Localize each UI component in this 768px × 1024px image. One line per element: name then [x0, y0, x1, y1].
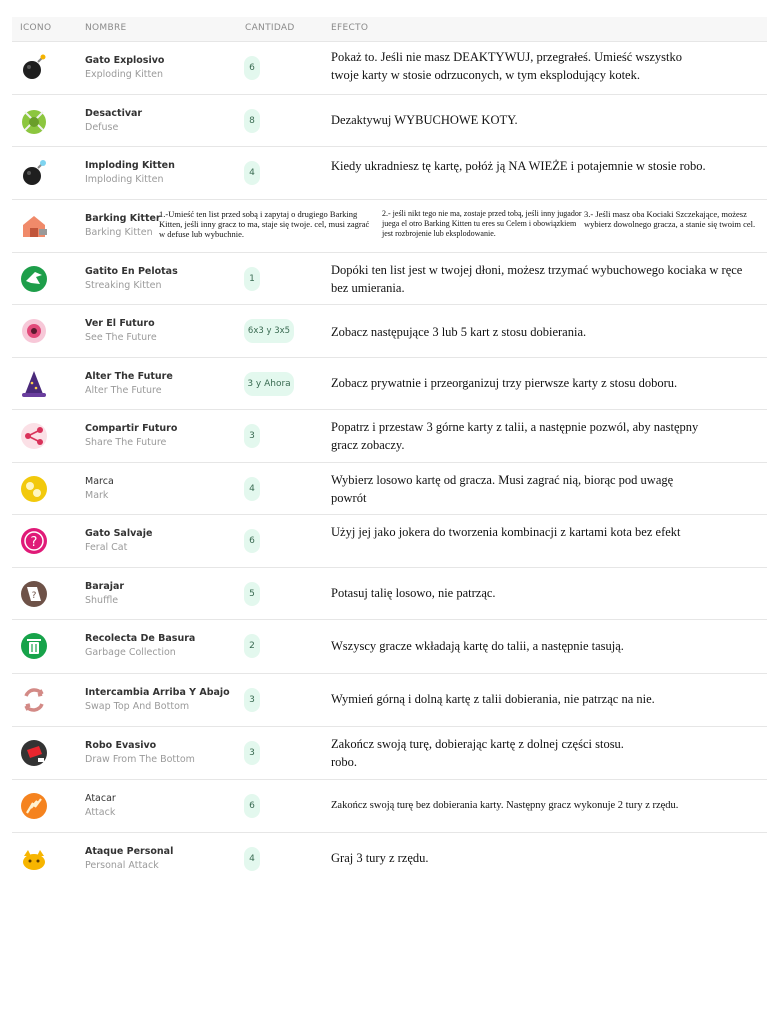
- card-effect-part-3: 3.- Jeśli masz oba Kociaki Szczekające, możesz wybierz dowolnego gracza, a stanie się twoim cel.: [584, 209, 756, 229]
- quantity-badge: 6: [244, 529, 260, 553]
- personal-attack-icon: [19, 844, 49, 874]
- card-name: Intercambia Arriba Y Abajo: [85, 687, 230, 698]
- card-name-en: Garbage Collection: [85, 647, 176, 658]
- card-name-en: Personal Attack: [85, 860, 159, 871]
- attack-icon: [19, 791, 49, 821]
- eye-icon: [19, 316, 49, 346]
- quantity-badge: 5: [244, 582, 260, 606]
- table-row: [12, 253, 767, 305]
- card-name-en: See The Future: [85, 332, 157, 343]
- card-effect: Pokaż to. Jeśli nie masz DEAKTYWUJ, przegrałeś. Umieść wszystko twoje karty w stosie odrzuconych, w tym eksplodujący kotek.: [331, 50, 682, 82]
- quantity-badge: 6: [244, 794, 260, 818]
- card-name: Ver El Futuro: [85, 318, 155, 329]
- card-effect: Potasuj talię losowo, nie patrząc.: [331, 586, 496, 600]
- card-effect: Wymień górną i dolną kartę z talii dobierania, nie patrząc na nie.: [331, 692, 655, 706]
- card-effect: Kiedy ukradniesz tę kartę, połóż ją NA WIEŻE i potajemnie w stosie robo.: [331, 159, 706, 173]
- table-row: [12, 568, 767, 620]
- quantity-badge: 4: [244, 847, 260, 871]
- card-name: Compartir Futuro: [85, 423, 178, 434]
- header-effect: EFECTO: [331, 23, 369, 33]
- card-effect: Dezaktywuj WYBUCHOWE KOTY.: [331, 113, 518, 127]
- card-name-en: Shuffle: [85, 595, 119, 606]
- card-effect: Graj 3 tury z rzędu.: [331, 851, 429, 865]
- table-row: [12, 147, 767, 200]
- card-name-en: Alter The Future: [85, 385, 162, 396]
- bomb-icon: [19, 53, 49, 83]
- card-effect: Zakończ swoją turę, dobierając kartę z dolnej części stosu. robo.: [331, 737, 624, 769]
- defuse-icon: [19, 106, 49, 136]
- card-name: Gatito En Pelotas: [85, 266, 178, 277]
- card-name-en: Imploding Kitten: [85, 174, 164, 185]
- header-qty: CANTIDAD: [245, 23, 295, 33]
- card-name: Recolecta De Basura: [85, 633, 196, 644]
- table-row: [12, 42, 767, 95]
- table-row: [12, 515, 767, 568]
- streaking-kitten-icon: [19, 264, 49, 294]
- quantity-badge: 4: [244, 161, 260, 185]
- card-name: Imploding Kitten: [85, 160, 175, 171]
- card-name-en: Share The Future: [85, 437, 167, 448]
- quantity-badge: 2: [244, 634, 260, 658]
- card-name: Barajar: [85, 581, 125, 592]
- card-effect: Wszyscy gracze wkładają kartę do talii, a następnie tasują.: [331, 639, 624, 653]
- quantity-badge: 3: [244, 741, 260, 765]
- quantity-badge: 3: [244, 688, 260, 712]
- doghouse-icon: [19, 211, 49, 241]
- card-name: Gato Salvaje: [85, 528, 153, 539]
- svg-text:?: ?: [31, 591, 37, 601]
- bomb-icon: [19, 158, 49, 188]
- cards-table: [12, 17, 767, 885]
- card-name-en: Barking Kitten: [85, 227, 153, 238]
- card-effect: Dopóki ten list jest w twojej dłoni, możesz trzymać wybuchowego kociaka w ręce bez umierania.: [331, 263, 743, 295]
- table-header: [12, 17, 767, 42]
- card-name-en: Defuse: [85, 122, 119, 133]
- table-row: [12, 463, 767, 515]
- card-name: Atacar: [85, 793, 116, 804]
- quantity-badge: 3 y Ahora: [244, 372, 294, 396]
- card-name-en: Streaking Kitten: [85, 280, 162, 291]
- share-icon: [19, 421, 49, 451]
- quantity-badge: 3: [244, 424, 260, 448]
- header-name: NOMBRE: [85, 23, 127, 33]
- wizard-hat-icon: [19, 369, 49, 399]
- card-name: Gato Explosivo: [85, 55, 165, 66]
- table-row: [12, 410, 767, 463]
- card-name-en: Draw From The Bottom: [85, 754, 195, 765]
- card-effect-part-2: 2.- jeśli nikt tego nie ma, zostaje przed tobą, jeśli inny jugador juega el otro Barking Kitten tu eres su Celem i obowiązkiem jest rozbrojenie lub eksplodowanie.: [382, 209, 582, 238]
- card-effect-part-1: 1.-Umieść ten list przed sobą i zapytaj o drugiego Barking Kitten, jeśli inny gracz to ma, staje się twoje. cel, musi zagrać w defuse lub wybuchnie.: [159, 209, 370, 239]
- card-name-en: Attack: [85, 807, 116, 818]
- trash-icon: [19, 631, 49, 661]
- table-row: [12, 305, 767, 358]
- card-name-en: Feral Cat: [85, 542, 128, 553]
- card-name: Desactivar: [85, 108, 143, 119]
- card-name-en: Exploding Kitten: [85, 69, 164, 80]
- question-icon: [19, 526, 49, 556]
- card-effect: Użyj jej jako jokera do tworzenia kombinacji z kartami kota bez efekt: [331, 525, 681, 539]
- card-name-en: Swap Top And Bottom: [85, 701, 190, 712]
- quantity-badge: 6x3 y 3x5: [244, 319, 294, 343]
- card-name: Ataque Personal: [85, 846, 174, 857]
- card-effect: Popatrz i przestaw 3 górne karty z talii, a następnie pozwól, aby następny gracz zobaczy.: [331, 420, 699, 452]
- table-row: [12, 358, 767, 410]
- card-name: Alter The Future: [85, 371, 173, 382]
- card-effect: Zobacz następujące 3 lub 5 kart z stosu dobierania.: [331, 325, 587, 339]
- table-row: [12, 833, 767, 885]
- card-effect: Zakończ swoją turę bez dobierania karty. Następny gracz wykonuje 2 tury z rzędu.: [331, 800, 679, 811]
- quantity-badge: 8: [244, 109, 260, 133]
- table-row: [12, 780, 767, 833]
- table-row: [12, 674, 767, 727]
- card-name: Marca: [85, 476, 114, 487]
- card-name-en: Mark: [85, 490, 109, 501]
- mark-icon: [19, 474, 49, 504]
- table-row: [12, 727, 767, 780]
- quantity-badge: 1: [244, 267, 260, 291]
- table-row: [12, 620, 767, 674]
- svg-text:?: ?: [30, 535, 38, 550]
- table-row: [12, 95, 767, 147]
- swap-icon: [19, 685, 49, 715]
- card-effect: Zobacz prywatnie i przeorganizuj trzy pierwsze karty z stosu doboru.: [331, 376, 678, 390]
- header-icon: ICONO: [20, 23, 52, 33]
- table-row: [12, 200, 767, 253]
- quantity-badge: 6: [244, 56, 260, 80]
- draw-bottom-icon: [19, 738, 49, 768]
- card-name: Barking Kitter: [85, 213, 161, 224]
- card-effect: Wybierz losowo kartę od gracza. Musi zagrać nią, biorąc pod uwagę powrót: [331, 473, 674, 505]
- card-name: Robo Evasivo: [85, 740, 157, 751]
- shuffle-icon: [19, 579, 49, 609]
- quantity-badge: 4: [244, 477, 260, 501]
